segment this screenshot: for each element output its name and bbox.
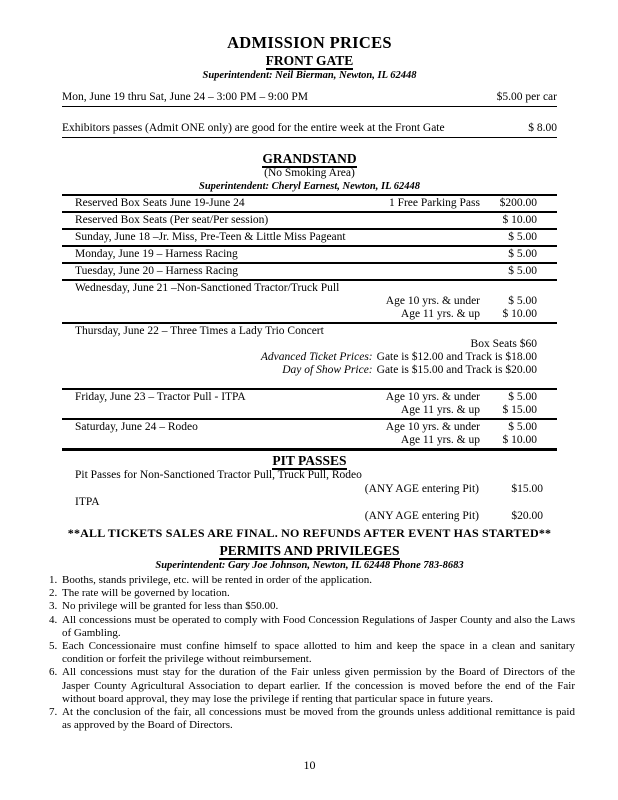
pit-pass-label: ITPA xyxy=(75,496,100,508)
row-label: Monday, June 19 – Harness Racing xyxy=(75,248,238,260)
front-gate-row-label: Mon, June 19 thru Sat, June 24 – 3:00 PM – 9:00 PM xyxy=(62,91,308,103)
list-item: 5. Each Concessionaire must confine himself to space allotted to him and keep the space in a clean and sanitary condition or forfeit the privilege without reimbursement. xyxy=(60,640,575,666)
front-gate-row-price: $5.00 per car xyxy=(496,91,557,103)
pit-pass-price: $15.00 xyxy=(511,482,543,495)
row-label: Tuesday, June 20 – Harness Racing xyxy=(75,265,239,277)
row-label: Reserved Box Seats (Per seat/Per session) xyxy=(75,214,269,226)
age-label: Age 10 yrs. & under xyxy=(385,391,480,403)
age-price: $ 10.00 xyxy=(502,434,537,446)
front-gate-superintendent: Superintendent: Neil Bierman, Newton, IL 62448 xyxy=(202,70,417,81)
table-row-wednesday xyxy=(62,281,557,324)
table-row xyxy=(62,230,557,247)
row-label: Sunday, June 18 –Jr. Miss, Pre-Teen & Little Miss Pageant xyxy=(75,231,346,243)
list-item: 2. The rate will be governed by location. xyxy=(60,587,575,600)
grandstand-price-table xyxy=(62,194,557,451)
row-price: $ 5.00 xyxy=(508,231,537,243)
row-label: Friday, June 23 – Tractor Pull - ITPA xyxy=(75,391,246,403)
table-row xyxy=(62,213,557,230)
front-gate-row xyxy=(62,91,557,107)
page-title: ADMISSION PRICES xyxy=(227,33,392,52)
table-row-friday xyxy=(62,390,557,420)
age-label: Age 10 yrs. & under xyxy=(385,421,480,433)
list-item: 6. All concessions must stay for the duration of the Fair unless given permission by the Board of Directors of the Jasper County Agricultural Association to depart earlier. If the concession is moved before the end of the Fair without board approval, they may lose the privilege if renting that particular space in future years. xyxy=(60,666,575,706)
front-gate-row-label: Exhibitors passes (Admit ONE only) are good for the entire week at the Front Gate xyxy=(62,122,445,134)
age-price: $ 5.00 xyxy=(508,295,537,307)
pit-passes-heading: PIT PASSES xyxy=(272,453,347,468)
pit-pass-condition: (ANY AGE entering Pit) xyxy=(364,509,479,522)
row-price: $ 10.00 xyxy=(502,214,537,226)
list-item: 4. All concessions must be operated to comply with Food Concession Regulations of Jasper County and also the Laws of Gambling. xyxy=(60,614,575,640)
age-price-line xyxy=(62,404,557,417)
list-item: 3. No privilege will be granted for less than $50.00. xyxy=(60,600,575,613)
age-price: $ 5.00 xyxy=(508,421,537,433)
row-price: $ 5.00 xyxy=(508,265,537,277)
permit-rules-list xyxy=(42,574,575,732)
row-price: $ 5.00 xyxy=(508,248,537,260)
permits-superintendent: Superintendent: Gary Joe Johnson, Newton, IL 62448 Phone 783-8683 xyxy=(155,560,464,571)
permits-heading: PERMITS AND PRIVILEGES xyxy=(219,543,400,558)
age-price-line xyxy=(62,434,557,447)
front-gate-row-price: $ 8.00 xyxy=(528,122,557,134)
no-smoking-note: (No Smoking Area) xyxy=(264,167,355,179)
advanced-price-line xyxy=(62,351,557,364)
age-label: Age 11 yrs. & up xyxy=(400,434,480,446)
front-gate-row xyxy=(62,122,557,138)
grandstand-heading: GRANDSTAND xyxy=(262,151,357,166)
pit-pass-entry xyxy=(62,469,557,496)
list-item: 7. At the conclusion of the fair, all concessions must be moved from the grounds unless additional remittance is paid as approved by the Board of Directors. xyxy=(60,706,575,732)
row-label: Wednesday, June 21 –Non-Sanctioned Tractor/Truck Pull xyxy=(75,282,340,294)
row-bonus: 1 Free Parking Pass xyxy=(388,197,480,209)
table-row xyxy=(62,264,557,281)
row-label: Reserved Box Seats June 19-June 24 xyxy=(75,197,245,209)
page-number: 10 xyxy=(303,758,316,773)
table-row xyxy=(62,196,557,213)
advanced-price-label: Advanced Ticket Prices: xyxy=(260,351,373,363)
box-seats-line: Box Seats $60 xyxy=(470,338,537,350)
front-gate-heading: FRONT GATE xyxy=(265,53,354,68)
day-of-show-label: Day of Show Price: xyxy=(282,364,373,376)
all-sales-final-notice: **ALL TICKETS SALES ARE FINAL. NO REFUNDS AFTER EVENT HAS STARTED** xyxy=(67,526,552,540)
age-price: $ 15.00 xyxy=(502,404,537,416)
grandstand-section xyxy=(62,151,557,451)
age-label: Age 11 yrs. & up xyxy=(400,308,480,320)
pit-pass-entry xyxy=(62,496,557,523)
age-price: $ 5.00 xyxy=(508,391,537,403)
grandstand-superintendent: Superintendent: Cheryl Earnest, Newton, IL 62448 xyxy=(198,181,420,192)
table-row xyxy=(62,247,557,264)
pit-pass-label: Pit Passes for Non-Sanctioned Tractor Pull, Truck Pull, Rodeo xyxy=(75,469,362,481)
row-label: Saturday, June 24 – Rodeo xyxy=(75,421,198,433)
age-price-line xyxy=(62,295,557,308)
day-of-show-line xyxy=(62,364,557,377)
age-price: $ 10.00 xyxy=(502,308,537,320)
day-of-show-value: Gate is $15.00 and Track is $20.00 xyxy=(376,364,537,376)
list-item: 1. Booths, stands privilege, etc. will be rented in order of the application. xyxy=(60,574,575,587)
age-label: Age 10 yrs. & under xyxy=(385,295,480,307)
pit-pass-price-line xyxy=(62,483,557,497)
table-row-thursday xyxy=(62,324,557,390)
pit-pass-condition: (ANY AGE entering Pit) xyxy=(364,482,479,495)
row-label: Thursday, June 22 – Three Times a Lady Trio Concert xyxy=(75,325,324,337)
pit-pass-price: $20.00 xyxy=(511,509,543,522)
age-price-line xyxy=(62,308,557,321)
row-price: $200.00 xyxy=(499,197,537,209)
advanced-price-value: Gate is $12.00 and Track is $18.00 xyxy=(376,351,537,363)
age-label: Age 11 yrs. & up xyxy=(400,404,480,416)
table-row-saturday xyxy=(62,420,557,451)
pit-pass-price-line xyxy=(62,510,557,524)
